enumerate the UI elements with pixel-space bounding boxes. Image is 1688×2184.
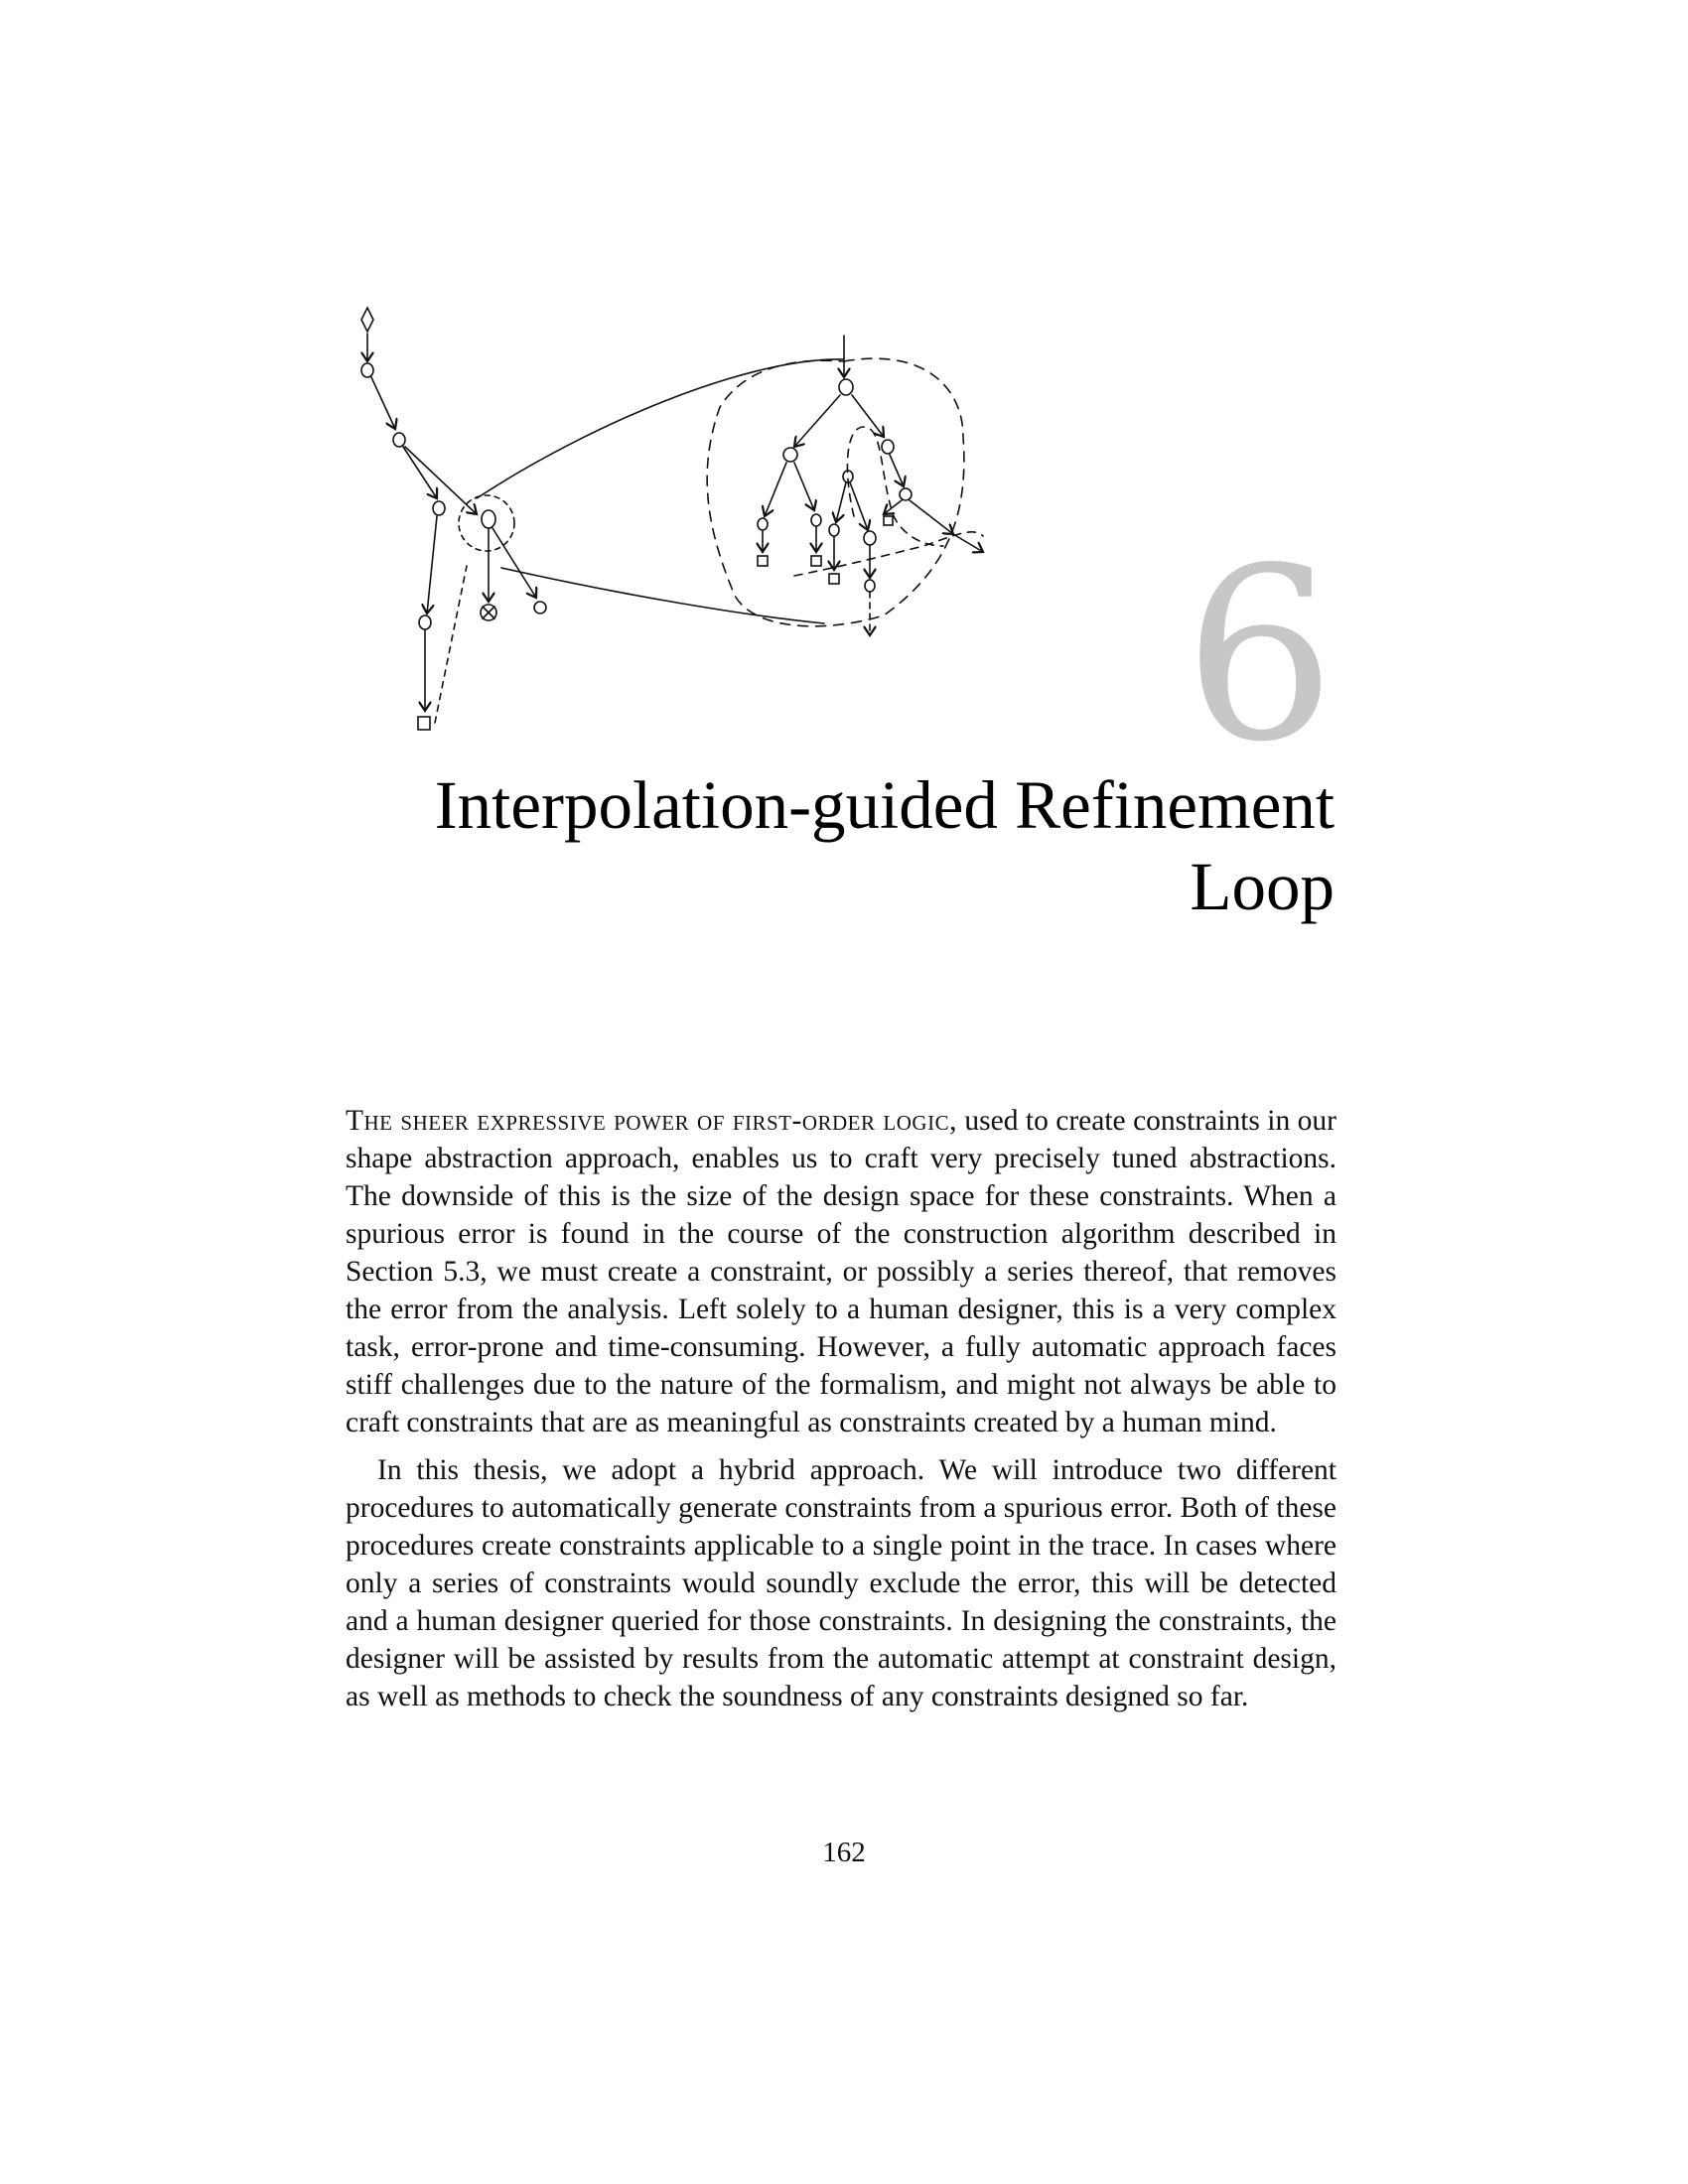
paragraph-2: In this thesis, we adopt a hybrid approach. We will introduce two different procedures to automatically generate constraints from a spurious error. Both of these procedures create constraints applicable to a single point in the trace. In cases where only a series of constraints would soundly exclude the error, this will be detected and a human designer queried for those constraints. In designing the constraints, the designer will be assisted by results from the automatic attempt at constraint design, as well as methods to check the soundness of any constraints designed so far. <box>346 1454 1336 1712</box>
chapter-title <box>342 764 1335 927</box>
magnified-region <box>707 358 964 626</box>
paragraph-1-text: used to create constraints in our shape abstraction approach, enables us to craft very precisely tuned abstractions. The downside of this is the size of the design space for these constraints. When a spurious error is found in the course of the construction algorithm described in Section 5.3, we must create a constraint, or possibly a series thereof, that removes the error from the analysis. Left solely to a human designer, this is a very complex task, error-prone and time-consuming. However, a fully automatic approach faces stiff challenges due to the nature of the formalism, and might not always be able to craft constraints that are as meaningful as constraints created by a human mind. <box>346 1105 1336 1438</box>
paragraph-1-lead: The sheer expressive power of first-order logic, <box>346 1105 957 1137</box>
body-text <box>346 1102 1336 1725</box>
trace-tree-illustration <box>328 278 1023 754</box>
paragraph-1 <box>346 1102 1336 1441</box>
square-leaf-icon <box>418 717 430 730</box>
diamond-start-icon <box>361 308 373 332</box>
chapter-title-line-2: Loop <box>1190 849 1335 924</box>
chapter-title-line-1: Interpolation-guided Refinement <box>434 767 1335 843</box>
page-number: 162 <box>822 1837 866 1868</box>
chapter-number: 6 <box>1184 516 1336 794</box>
zoom-circle <box>459 495 514 551</box>
